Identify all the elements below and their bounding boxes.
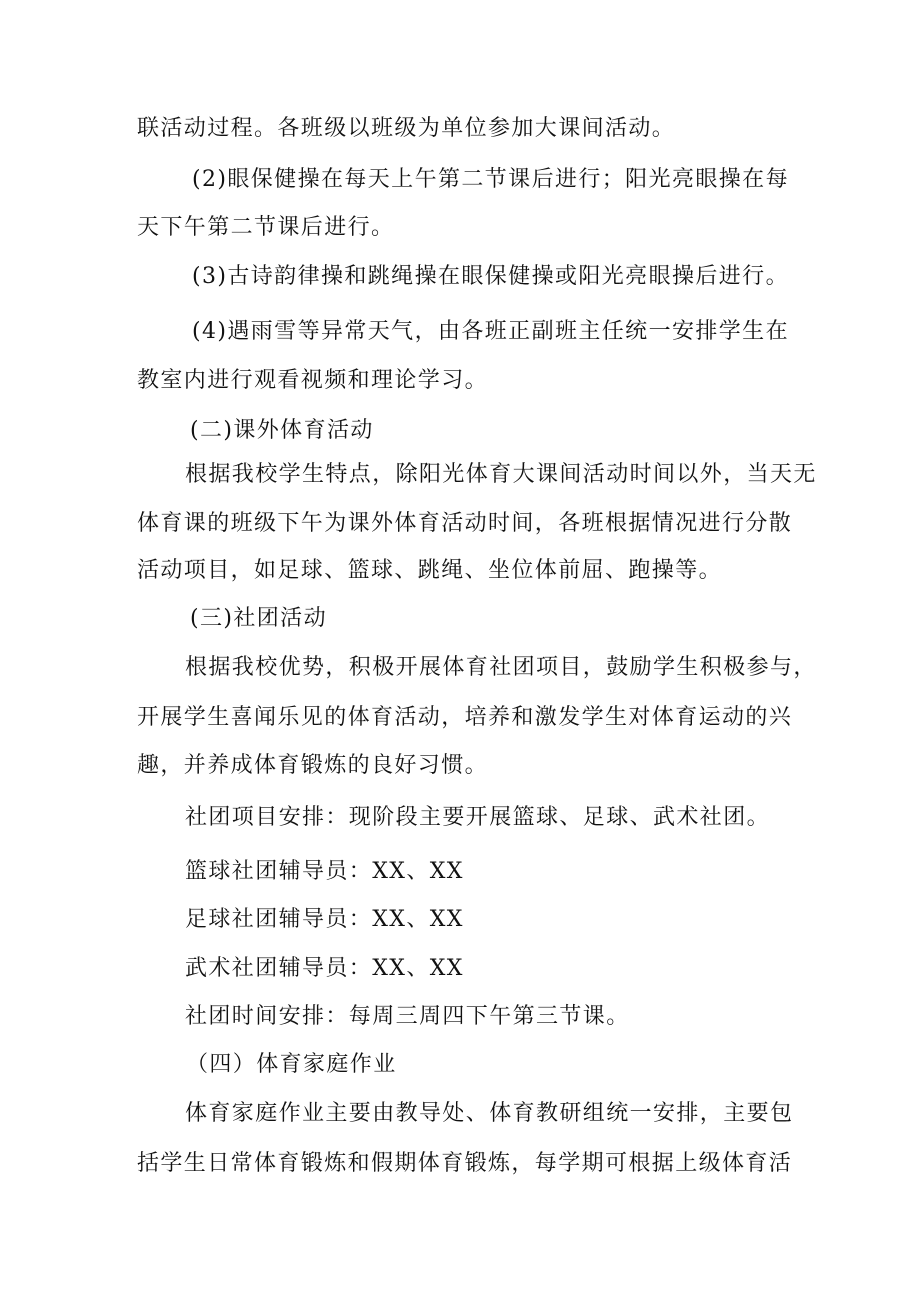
section-heading: （四）体育家庭作业: [186, 1052, 397, 1077]
text-line: 联活动过程。各班级以班级为单位参加大课间活动。: [137, 116, 676, 141]
text-line: 天下午第二节课后进行。: [137, 215, 395, 240]
text-line: 根据我校优势，积极开展体育社团项目，鼓励学生积极参与，: [185, 655, 817, 680]
text-line: (2)眼保健操在每天上午第二节课后进行；阳光亮眼操在每: [192, 167, 789, 192]
section-heading: (三)社团活动: [190, 606, 327, 631]
text-line: 开展学生喜闻乐见的体育活动，培养和激发学生对体育运动的兴: [137, 705, 793, 730]
text-line: 体育家庭作业主要由教导处、体育教研组统一安排，主要包: [185, 1101, 794, 1126]
text-line: 体育课的班级下午为课外体育活动时间，各班根据情况进行分散: [137, 511, 793, 536]
text-line: (3)古诗韵律操和跳绳操在眼保健操或阳光亮眼操后进行。: [192, 264, 789, 289]
text-line: 教室内进行观看视频和理论学习。: [137, 368, 489, 393]
text-line: (4)遇雨雪等异常天气，由各班正副班主任统一安排学生在: [192, 319, 789, 344]
text-line: 括学生日常体育锻炼和假期体育锻炼，每学期可根据上级体育活: [137, 1151, 793, 1176]
text-line: 根据我校学生特点，除阳光体育大课间活动时间以外，当天无: [185, 462, 817, 487]
section-heading: (二)课外体育活动: [190, 418, 374, 443]
text-line: 武术社团辅导员：XX、XX: [185, 956, 464, 981]
text-line: 篮球社团辅导员：XX、XX: [185, 859, 464, 884]
text-line: 社团时间安排：每周三周四下午第三节课。: [185, 1004, 630, 1029]
text-line: 社团项目安排：现阶段主要开展篮球、足球、武术社团。: [185, 805, 771, 830]
text-line: 趣，并养成体育锻炼的良好习惯。: [137, 753, 489, 778]
text-line: 足球社团辅导员：XX、XX: [185, 907, 464, 932]
text-line: 活动项目，如足球、篮球、跳绳、坐位体前屈、跑操等。: [137, 558, 723, 583]
